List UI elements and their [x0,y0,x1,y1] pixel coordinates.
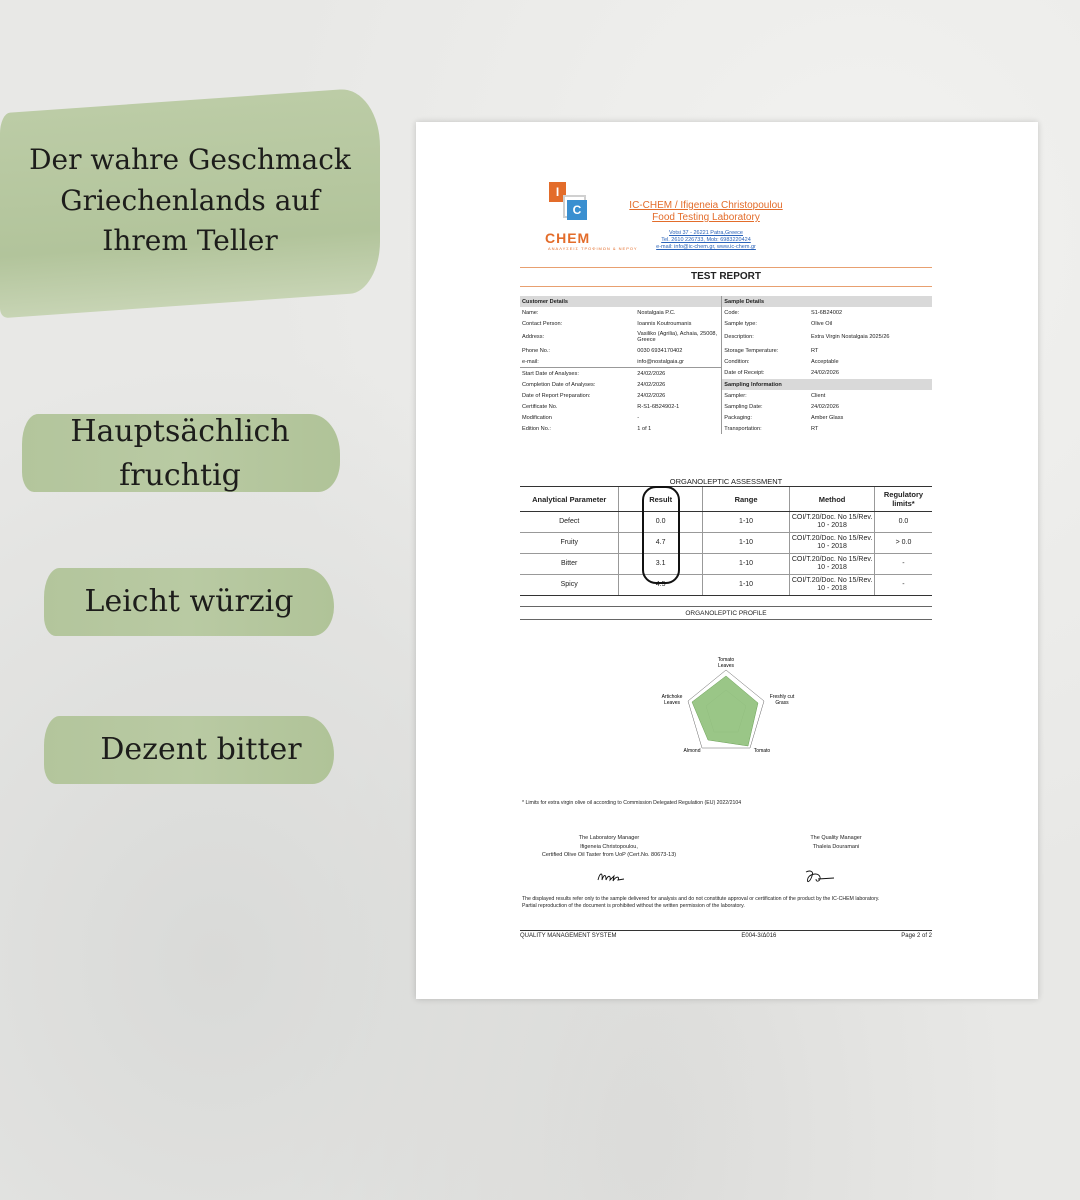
cell-range: 1-10 [702,554,789,575]
detail-value: S1-6B24002 [810,309,843,316]
logo-letter-i: I [555,185,560,199]
cell-method: COI/T.20/Doc. No 15/Rev. 10 - 2018 [790,533,875,554]
cell-range: 1-10 [702,575,789,596]
cell-result: 3.1 [619,554,703,575]
cell-param: Spicy [520,575,619,596]
footer-qms: QUALITY MANAGEMENT SYSTEM [520,933,617,939]
detail-label: Description: [722,329,809,345]
detail-value: 0030 6934170402 [637,347,683,354]
detail-label: Date of Receipt: [722,368,809,380]
col-header-result: Result [619,487,703,512]
quality-manager-name: Thaleia Douramani [812,843,860,850]
ic-chem-logo [545,182,638,262]
disclaimer [522,896,932,910]
lab-contact: e-mail: info@ic-chem.gr, www.ic-chem.gr [656,244,756,250]
lab-header [616,200,796,224]
detail-value: R-S1-6B24902-1 [637,403,680,410]
document-footer [520,930,932,939]
detail-label: Start Date of Analyses: [520,368,635,380]
disclaimer-line-1: The displayed results refer only to the sample delivered for analysis and do not constitute approval or certification of the product by the IC-CHEM laboratory. [522,896,880,902]
quality-manager-signature [800,868,836,886]
cell-param: Fruity [520,533,619,554]
cell-range: 1-10 [702,533,789,554]
headline-line-1: Der wahre Geschmack [29,143,351,176]
detail-label: Modification [522,414,552,421]
title-rule [520,286,932,287]
detail-value: RT [810,347,819,354]
radar-label-almond: Almond [683,748,701,754]
radar-profile-area [692,676,758,746]
detail-label: Contact Person: [522,320,563,327]
feature-fruity-line-1: Hauptsächlich [70,414,290,449]
feature-bitter [56,728,346,772]
detail-value: info@nostalgaia.gr [637,358,685,365]
organoleptic-table [520,486,932,596]
detail-label: Sample type: [722,318,809,329]
radar-label-tomato-leaves-1: Tomato [717,657,735,663]
report-title: TEST REPORT [690,271,761,282]
radar-label-artichoke-1: Artichoke [661,694,683,700]
col-header-method: Method [790,487,875,512]
cell-method: COI/T.20/Doc. No 15/Rev. 10 - 2018 [790,575,875,596]
detail-value: 24/02/2026 [810,403,839,410]
header-rule [520,267,932,268]
headline-line-2: Griechenlands auf [60,183,320,217]
table-row [520,512,932,533]
footer-code: E004-3/Δ016 [741,933,777,939]
col-header-range: Range [702,487,789,512]
col-header-parameter: Analytical Parameter [520,487,619,512]
detail-value: 1 of 1 [637,425,652,432]
detail-value: Nostalgaia P.C. [637,309,676,316]
profile-top-rule [520,606,932,607]
test-report-document [416,122,1038,999]
cell-result: 4.7 [619,533,703,554]
table-row [520,533,932,554]
footer-page: Page 2 of 2 [901,933,932,939]
headline-line-3: Ihrem Teller [102,224,278,258]
detail-value: Extra Virgin Nostalgaia 2025/26 [810,334,890,340]
feature-fruity-line-2: fruchtig [119,457,241,493]
cell-result: 4.5 [619,575,703,596]
cell-limit: 0.0 [874,512,932,533]
detail-label: Code: [722,307,809,318]
cell-param: Defect [520,512,619,533]
lab-manager-name: Ifigeneia Christopoulou, [580,843,638,850]
detail-label: Condition: [722,356,809,368]
detail-label: Storage Temperature: [722,345,809,356]
detail-value: Olive Oil [810,320,833,327]
organoleptic-assessment-title: ORGANOLEPTIC ASSESSMENT [669,477,783,486]
detail-value: 24/02/2026 [635,368,722,380]
cell-limit: - [874,575,932,596]
detail-label: Edition No.: [522,425,551,432]
detail-value: Acceptable [810,358,839,365]
limits-footnote: * Limits for extra virgin olive oil according to Commission Delegated Regulation (EU) 2022/2104 [522,800,742,806]
logo-subtitle: ΑΝΑΛΥΣΕΙΣ ΤΡΟΦΙΜΩΝ & ΝΕΡΟΥ [548,246,638,251]
detail-label: Name: [522,309,539,316]
cell-limit: > 0.0 [874,533,932,554]
lab-manager-cert: Certified Olive Oil Taster from UoP (Cert.No. 80673-13) [541,852,677,858]
detail-value: 24/02/2026 [810,370,839,377]
cell-method: COI/T.20/Doc. No 15/Rev. 10 - 2018 [790,554,875,575]
logo-chem-text: CHEM [545,230,591,246]
detail-value: 24/02/2026 [637,392,666,399]
lab-phone: Tel. 2610 226733, Mob: 6983220424 [661,237,751,243]
table-row [520,575,932,596]
radar-label-grass-2: Grass [775,700,789,706]
detail-label: Address: [522,334,545,340]
feature-bitter-line: Dezent bitter [100,732,302,767]
disclaimer-line-2: Partial reproduction of the document is prohibited without the written permission of the laboratory. [522,903,745,909]
lab-name: IC-CHEM / Ifigeneia Christopoulou [629,200,783,211]
lab-manager-title: The Laboratory Manager [578,835,640,841]
feature-fruity [30,410,330,497]
detail-value: RT [810,425,819,432]
detail-value: 24/02/2026 [637,381,666,388]
detail-value: Client [810,392,826,399]
lab-manager-block [534,834,684,860]
lab-address: Votsi 37 - 26221 Patra,Greece [669,230,743,236]
radar-label-artichoke-2: Leaves [663,700,681,706]
col-header-limits: Regulatory limits* [874,487,932,512]
lab-address-block [636,230,776,251]
cell-result: 0.0 [619,512,703,533]
quality-manager-block [776,834,896,851]
detail-label: Sampling Date: [722,401,809,412]
details-table [520,296,932,434]
cell-param: Bitter [520,554,619,575]
detail-label: Packaging: [722,412,809,423]
result-highlight-ring [642,486,680,584]
organoleptic-profile-title: ORGANOLEPTIC PROFILE [685,610,767,617]
quality-manager-title: The Quality Manager [810,835,862,841]
detail-label: Completion Date of Analyses: [522,381,596,388]
profile-bottom-rule [520,619,932,620]
lab-manager-signature [596,870,628,884]
radar-chart [646,654,806,764]
cell-range: 1-10 [702,512,789,533]
lab-subtitle: Food Testing Laboratory [652,212,760,223]
cell-method: COI/T.20/Doc. No 15/Rev. 10 - 2018 [790,512,875,533]
sampling-info-header: Sampling Information [722,379,932,390]
table-row [520,554,932,575]
feature-spicy-line: Leicht würzig [84,584,294,619]
detail-value: Amber Glass [810,414,844,421]
detail-value: Vasiliko (Agrilia), Achaia, 25008, Greece [637,331,718,343]
headline [20,140,360,262]
cell-limit: - [874,554,932,575]
detail-value: - [637,414,640,421]
sample-details-header: Sample Details [722,296,932,307]
detail-label: Certificate No. [522,403,558,410]
detail-label: Sampler: [722,390,809,401]
detail-value: Ioannis Koutroumanis [637,320,692,327]
detail-label: Date of Report Preparation: [522,392,591,399]
detail-label: e-mail: [522,358,539,365]
radar-label-tomato-leaves-2: Leaves [717,663,735,669]
radar-label-tomato: Tomato [753,748,771,754]
detail-label: Transportation: [722,423,809,434]
feature-spicy [44,580,334,624]
customer-details-header: Customer Details [520,296,722,307]
logo-letter-c: C [567,200,587,220]
radar-label-grass-1: Freshly cut [769,694,795,700]
detail-label: Phone No.: [522,347,550,354]
